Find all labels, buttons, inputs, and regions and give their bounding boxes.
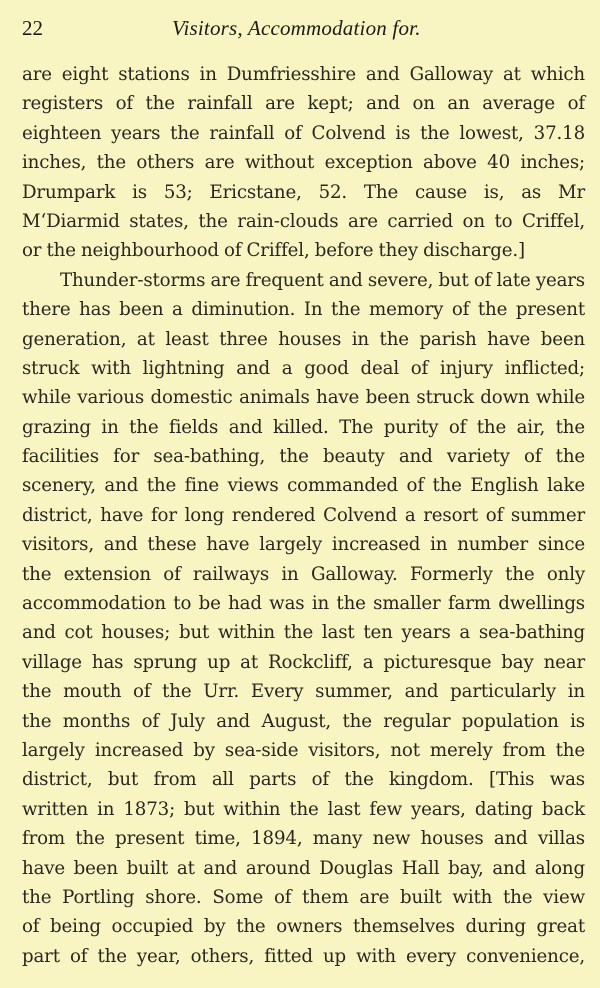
text-line: the extension of railways in Galloway. Formerly the only — [22, 563, 585, 585]
text-line: from the present time, 1894, many new houses and villas — [22, 828, 585, 850]
text-line: village has sprung up at Rockcliff, a picturesque bay near — [22, 651, 585, 673]
text-line: scenery, and the fine views commanded of the English lake — [22, 475, 585, 497]
text-line: largely increased by sea-side visitors, not merely from the — [22, 739, 585, 761]
text-line: written in 1873; but within the last few years, dating back — [22, 798, 585, 820]
text-line: of being occupied by the owners themselves during great — [22, 916, 585, 938]
text-line: eighteen years the rainfall of Colvend is the lowest, 37.18 — [22, 122, 585, 144]
body-text — [22, 60, 585, 971]
text-line: part of the year, others, fitted up with every convenience, — [22, 945, 585, 967]
page-number: 22 — [22, 16, 43, 40]
text-line: M‘Diarmid states, the rain-clouds are carried on to Criffel, — [22, 210, 585, 232]
text-line: inches, the others are without exception above 40 inches; — [22, 152, 585, 174]
text-line: the mouth of the Urr. Every summer, and particularly in — [22, 681, 585, 703]
text-line: the months of July and August, the regular population is — [22, 710, 585, 732]
text-line: district, but from all parts of the kingdom. [This was — [22, 769, 585, 791]
text-line: district, have for long rendered Colvend a resort of summer — [22, 504, 585, 526]
text-line: and cot houses; but within the last ten years a sea-bathing — [22, 622, 585, 644]
text-line: there has been a diminution. In the memory of the present — [22, 299, 585, 321]
text-line: accommodation to be had was in the smaller farm dwellings — [22, 593, 585, 615]
text-line: Thunder-storms are frequent and severe, but of late years — [60, 269, 585, 291]
text-line: grazing in the fields and killed. The purity of the air, the — [22, 416, 585, 438]
text-line: registers of the rainfall are kept; and on an average of — [22, 93, 585, 115]
text-line: struck with lightning and a good deal of injury inflicted; — [22, 357, 585, 379]
text-line: are eight stations in Dumfriesshire and Galloway at which — [22, 64, 585, 85]
text-line: the Portling shore. Some of them are built with the view — [22, 886, 585, 908]
text-line: have been built at and around Douglas Hall bay, and along — [22, 857, 585, 879]
text-line: Drumpark is 53; Ericstane, 52. The cause is, as Mr — [22, 181, 585, 203]
text-line: generation, at least three houses in the parish have been — [22, 328, 585, 350]
page-header — [22, 16, 582, 50]
text-line: or the neighbourhood of Criffel, before they discharge.] — [22, 240, 525, 262]
text-line: visitors, and these have largely increased in number since — [22, 534, 585, 556]
running-head: Visitors, Accommodation for. — [172, 16, 421, 40]
text-line: while various domestic animals have been struck down while — [22, 387, 585, 409]
text-line: facilities for sea-bathing, the beauty and variety of the — [22, 446, 585, 468]
